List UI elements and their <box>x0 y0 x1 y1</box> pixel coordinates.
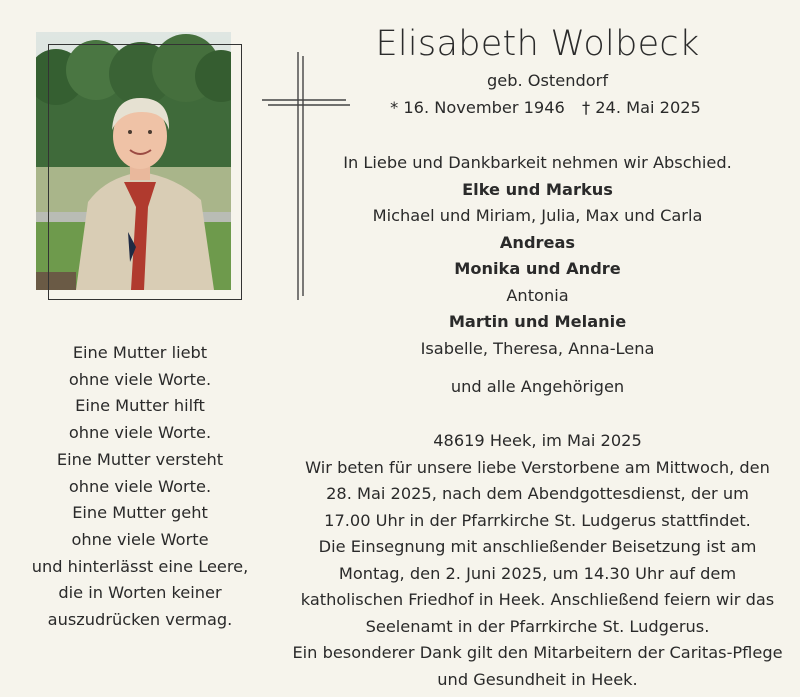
family-name: Elke und Markus <box>462 179 613 199</box>
header <box>270 20 800 121</box>
poem-line: ohne viele Worte. <box>68 369 212 389</box>
service-notice <box>270 428 800 693</box>
relatives <box>270 374 800 401</box>
poem-line: Eine Mutter hilft <box>75 396 205 416</box>
maiden-name: geb. Ostendorf <box>486 71 609 90</box>
notice-line: Ein besonderer Dank gilt den Mitarbeitern der Caritas-Pflege <box>292 643 783 662</box>
family-children: Isabelle, Theresa, Anna-Lena <box>420 338 655 358</box>
family-name: Monika und Andre <box>454 259 621 278</box>
life-dates <box>270 95 800 122</box>
family-children: Michael und Miriam, Julia, Max und Carla <box>372 206 703 225</box>
notice-line: Die Einsegnung mit anschließender Beisetzung ist am <box>318 537 757 556</box>
family-list <box>270 150 800 362</box>
photo-frame <box>48 44 242 300</box>
place-date: 48619 Heek, im Mai 2025 <box>433 431 642 450</box>
poem-line: Eine Mutter liebt <box>72 343 208 362</box>
notice-line: Wir beten für unsere liebe Verstorbene am Mittwoch, den <box>305 457 770 477</box>
notice-line: 17.00 Uhr in der Pfarrkirche St. Ludgerus stattfindet. <box>324 510 751 530</box>
farewell-text: In Liebe und Dankbarkeit nehmen wir Abschied. <box>343 153 732 172</box>
poem-line: die in Worten keiner <box>58 583 222 603</box>
relatives-text: und alle Angehörigen <box>450 377 625 396</box>
notice-line: Montag, den 2. Juni 2025, um 14.30 Uhr auf dem <box>338 563 737 583</box>
family-children: Antonia <box>506 285 569 305</box>
family-name: Martin und Melanie <box>448 312 627 331</box>
notice-line: katholischen Friedhof in Heek. Anschließend feiern wir das <box>300 590 775 609</box>
poem-line: Eine Mutter versteht <box>56 449 224 469</box>
poem <box>20 340 260 634</box>
deceased-name: Elisabeth Wolbeck <box>375 24 700 64</box>
poem-line: und hinterlässt eine Leere, <box>31 556 249 576</box>
poem-line: ohne viele Worte. <box>68 476 212 496</box>
portrait-photo-area <box>36 32 244 302</box>
poem-line: auszudrücken vermag. <box>47 610 233 630</box>
birth-date: * 16. November 1946 <box>390 97 565 117</box>
notice-line: und Gesundheit in Heek. <box>437 669 638 689</box>
notice-line: Seelenamt in der Pfarrkirche St. Ludgerus. <box>365 616 710 636</box>
family-name: Andreas <box>499 232 576 252</box>
poem-line: ohne viele Worte. <box>68 423 212 443</box>
death-date: † 24. Mai 2025 <box>581 97 701 117</box>
notice-line: 28. Mai 2025, nach dem Abendgottesdienst, der um <box>326 484 749 503</box>
poem-line: ohne viele Worte <box>71 529 209 549</box>
poem-line: Eine Mutter geht <box>72 503 208 523</box>
